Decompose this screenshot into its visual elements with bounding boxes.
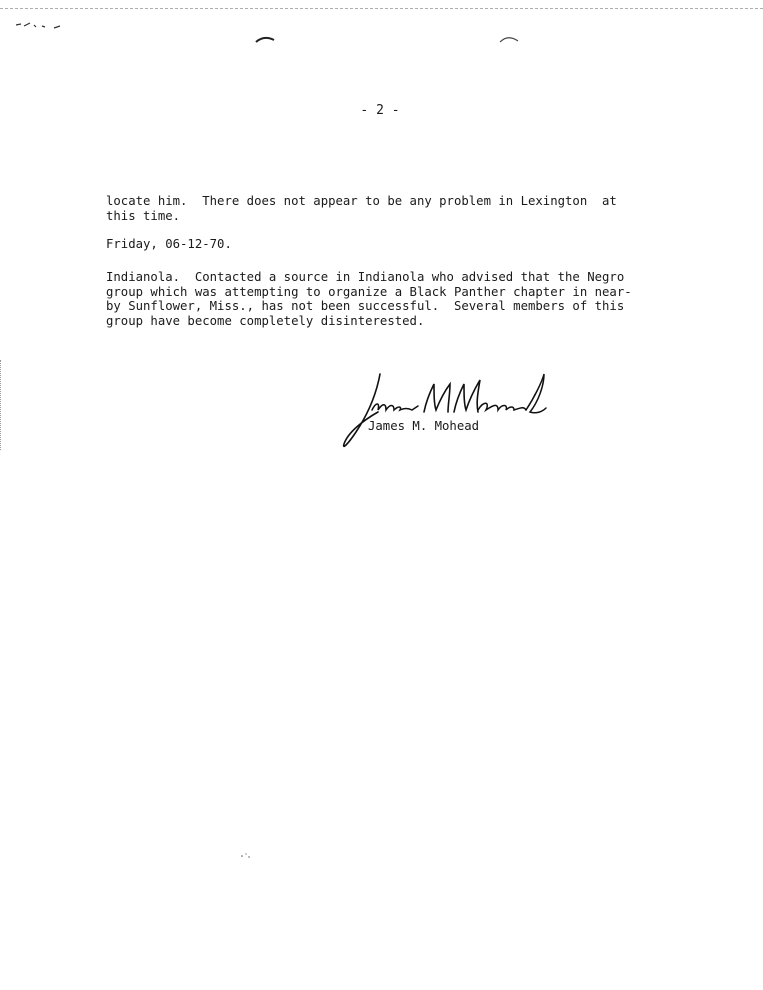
punch-hole-mark-right (498, 34, 520, 44)
handwritten-signature (338, 366, 553, 456)
punch-hole-mark-left (254, 34, 276, 44)
paragraph-lexington: locate him. There does not appear to be any problem in Lexington at this time. (106, 194, 617, 223)
scan-left-edge (0, 360, 3, 450)
scan-speck (240, 852, 252, 860)
signer-name: James M. Mohead (368, 419, 480, 433)
scan-top-edge (0, 0, 763, 9)
page-number: - 2 - (360, 103, 400, 118)
scan-mark-top-left (14, 20, 74, 32)
date-heading: Friday, 06-12-70. (106, 237, 232, 251)
paragraph-indianola: Indianola. Contacted a source in Indianola who advised that the Negro group which was attempting to organize a Black Panther chapter in near- by Sunflower, Miss., has not been successful. Several members of this group have become completely disinterested. (106, 270, 632, 328)
